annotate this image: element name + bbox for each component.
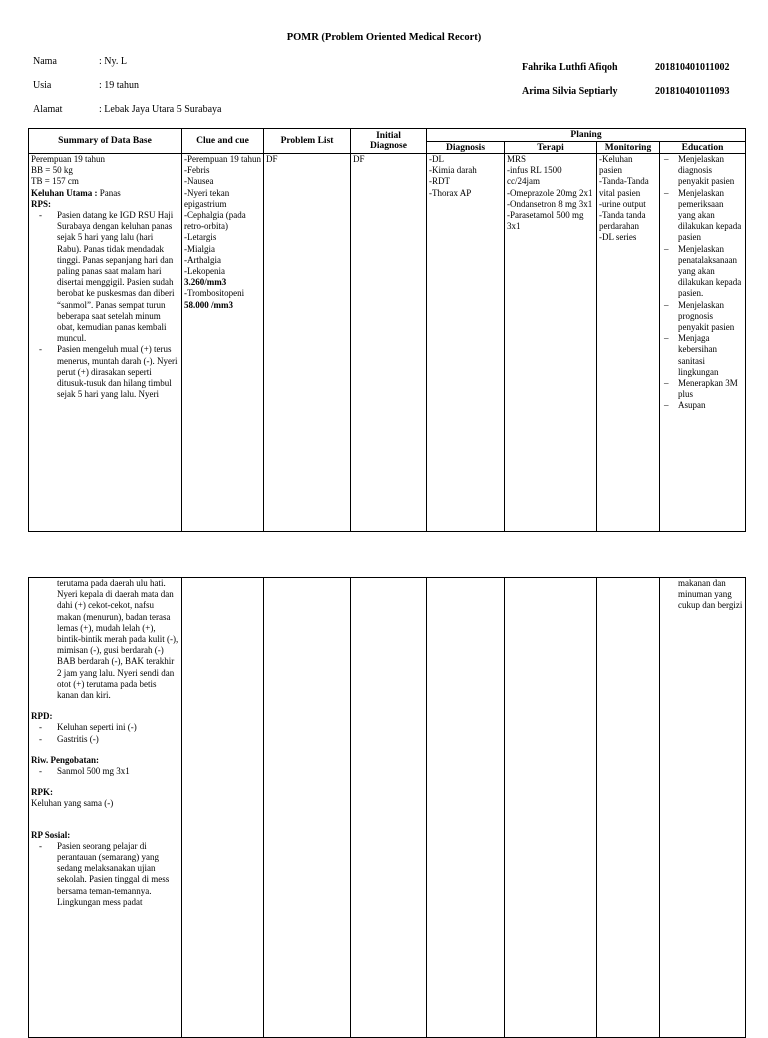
student-name: Arima Silvia Septiarly xyxy=(522,86,618,97)
problem-list-cell: DF xyxy=(264,154,351,532)
monitoring-item: -Tanda-Tanda vital pasien xyxy=(599,176,649,198)
clue-item: -Febris xyxy=(184,165,210,176)
student-id: 201810401011093 xyxy=(655,86,730,97)
rpd-item: - Gastritis (-) xyxy=(31,734,179,745)
header-summary: Summary of Data Base xyxy=(29,129,182,154)
header-initial-line2: Diagnose xyxy=(370,141,407,151)
student-name: Fahrika Luthfi Afiqoh xyxy=(522,62,618,73)
terapi-item: MRS xyxy=(507,154,527,164)
address-label: Alamat xyxy=(33,104,63,115)
monitoring-item: -Keluhan pasien xyxy=(599,154,633,176)
terapi-item: -Omeprazole 20mg 2x1 xyxy=(507,187,593,198)
clue-item: -Lekopenia xyxy=(184,266,225,277)
education-item: – Menerapkan 3M plus xyxy=(662,378,743,400)
rps-item: - Pasien mengeluh mual (+) terus menerus, muntah darah (-). Nyeri perut (+) dirasakan seperti ditusuk-tusuk dan hilang timbul sejak 5 hari yang lalu. Nyeri xyxy=(31,344,179,400)
education-item: – Menjelaskan prognosis penyakit pasien xyxy=(662,300,743,334)
rps-list xyxy=(31,210,179,400)
clue-item: -Letargis xyxy=(184,232,217,243)
clue-cell xyxy=(182,154,264,532)
monitoring-item: -urine output xyxy=(599,198,646,209)
header-initial-diagnose xyxy=(351,129,427,154)
summary-cell-continued xyxy=(29,578,182,1038)
pomr-table-page-2 xyxy=(28,577,746,1038)
rpk-value: Keluhan yang sama (-) xyxy=(31,798,114,809)
diagnosis-item: -Kimia darah xyxy=(429,165,477,176)
initial-diagnose-cell-continued xyxy=(351,578,427,1038)
address-value: : Lebak Jaya Utara 5 Surabaya xyxy=(99,104,222,115)
header-problem-list: Problem List xyxy=(264,129,351,154)
student-id: 201810401011002 xyxy=(655,62,730,73)
education-item: – Menjelaskan diagnosis penyakit pasien xyxy=(662,154,743,188)
initial-diagnose-cell: DF xyxy=(351,154,427,532)
trombo-value: 58.000 /mm3 xyxy=(184,299,233,310)
diagnosis-item: -Thorax AP xyxy=(429,187,472,198)
diagnosis-cell xyxy=(427,154,505,532)
page-title: POMR (Problem Oriented Medical Recort) xyxy=(286,32,482,43)
diagnosis-cell-continued xyxy=(427,578,505,1038)
terapi-cell-continued xyxy=(505,578,597,1038)
summary-line: Perempuan 19 tahun xyxy=(31,154,105,164)
terapi-item: -Ondansetron 8 mg 3x1 xyxy=(507,198,593,209)
header-education: Education xyxy=(660,142,746,154)
monitoring-item: -DL series xyxy=(599,232,637,243)
summary-cell xyxy=(29,154,182,532)
keluhan-label: Keluhan Utama : xyxy=(31,187,98,198)
clue-item: -Cephalgia (pada retro-orbita) xyxy=(184,210,246,232)
education-item: – Menjelaskan penatalaksanaan yang akan dilakukan kepada pasien. xyxy=(662,244,743,300)
rp-sosial-list xyxy=(31,841,179,908)
summary-line: BB = 50 kg xyxy=(31,165,73,176)
header-diagnosis: Diagnosis xyxy=(427,142,505,154)
rps-continuation: terutama pada daerah ulu hati. Nyeri kepala di daerah mata dan dahi (+) cekot-cekot, nafsu makan (menurun), badan terasa lemas (+), mudah lelah (+), bintik-bintik merah pada kulit (-), mimisan (-), gusi berdarah (-) BAB berdarah (-), BAK terakhir 2 jam yang lalu. Nyeri sendi dan otot (+) terutama pada betis kanan dan kiri. xyxy=(57,578,179,701)
rpd-item: - Keluhan seperti ini (-) xyxy=(31,722,179,733)
header-monitoring: Monitoring xyxy=(597,142,660,154)
pomr-table-page-1 xyxy=(28,128,746,532)
age-value: : 19 tahun xyxy=(99,80,139,91)
monitoring-item: -Tanda tanda perdarahan xyxy=(599,210,646,232)
name-value: : Ny. L xyxy=(99,56,127,67)
riw-pengobatan-heading: Riw. Pengobatan: xyxy=(31,754,100,765)
clue-item: -Nausea xyxy=(184,176,214,187)
monitoring-cell-continued xyxy=(597,578,660,1038)
riw-pengobatan-item: - Sanmol 500 mg 3x1 xyxy=(31,766,179,777)
diagnosis-item: -RDT xyxy=(429,176,450,187)
clue-cell-continued xyxy=(182,578,264,1038)
header-terapi: Terapi xyxy=(505,142,597,154)
rpd-list xyxy=(31,722,179,744)
clue-item: -Trombositopeni xyxy=(184,288,245,299)
monitoring-cell xyxy=(597,154,660,532)
lekopenia-value: 3.260/mm3 xyxy=(184,277,227,288)
diagnosis-item: -DL xyxy=(429,154,444,164)
clue-item: -Perempuan 19 tahun xyxy=(184,154,261,164)
terapi-item: -infus RL 1500 cc/24jam xyxy=(507,165,562,187)
summary-line: TB = 157 cm xyxy=(31,176,79,187)
problem-list-cell-continued xyxy=(264,578,351,1038)
header-initial-line1: Initial xyxy=(376,131,401,141)
clue-item: -Nyeri tekan epigastrium xyxy=(184,187,230,209)
name-label: Nama xyxy=(33,56,57,67)
terapi-cell xyxy=(505,154,597,532)
rpd-heading: RPD: xyxy=(31,711,53,722)
rp-sosial-heading: RP Sosial: xyxy=(31,829,71,840)
rpk-heading: RPK: xyxy=(31,787,53,798)
rps-heading: RPS: xyxy=(31,198,51,209)
education-cell xyxy=(660,154,746,532)
terapi-item: -Parasetamol 500 mg 3x1 xyxy=(507,210,584,232)
education-item: – Menjelaskan pemeriksaan yang akan dilakukan kepada pasien xyxy=(662,188,743,244)
age-label: Usia xyxy=(33,80,52,91)
keluhan-value: Panas xyxy=(99,187,121,198)
education-item: – Asupan xyxy=(662,400,743,411)
education-item: – Menjaga kebersihan sanitasi lingkungan xyxy=(662,333,743,378)
rps-item: - Pasien datang ke IGD RSU Haji Surabaya dengan keluhan panas sejak 5 hari yang lalu (hari Rabu). Panas tidak mendadak tinggi. Panas sepanjang hari dan paling panas saat malam hari disertai menggigil. Pasien sudah berobat ke puskesmas dan diberi “sanmol”. Panas sempat turun beberapa saat setelah minum obat, kemudian panas kembali muncul. xyxy=(31,210,179,344)
education-list xyxy=(662,154,743,412)
rp-sosial-item: - Pasien seorang pelajar di perantauan (semarang) yang sedang melaksanakan ujian sekolah. Pasien tinggal di mess bersama teman-temannya. Lingkungan mess padat xyxy=(31,841,179,908)
clue-item: -Mialgia xyxy=(184,243,215,254)
riw-pengobatan-list xyxy=(31,766,179,777)
header-clue: Clue and cue xyxy=(182,129,264,154)
education-continuation: makanan dan minuman yang cukup dan bergizi xyxy=(678,578,743,611)
header-planing: Planing xyxy=(427,129,746,142)
clue-item: -Arthalgia xyxy=(184,254,221,265)
education-cell-continued xyxy=(660,578,746,1038)
keluhan-utama xyxy=(31,188,179,199)
